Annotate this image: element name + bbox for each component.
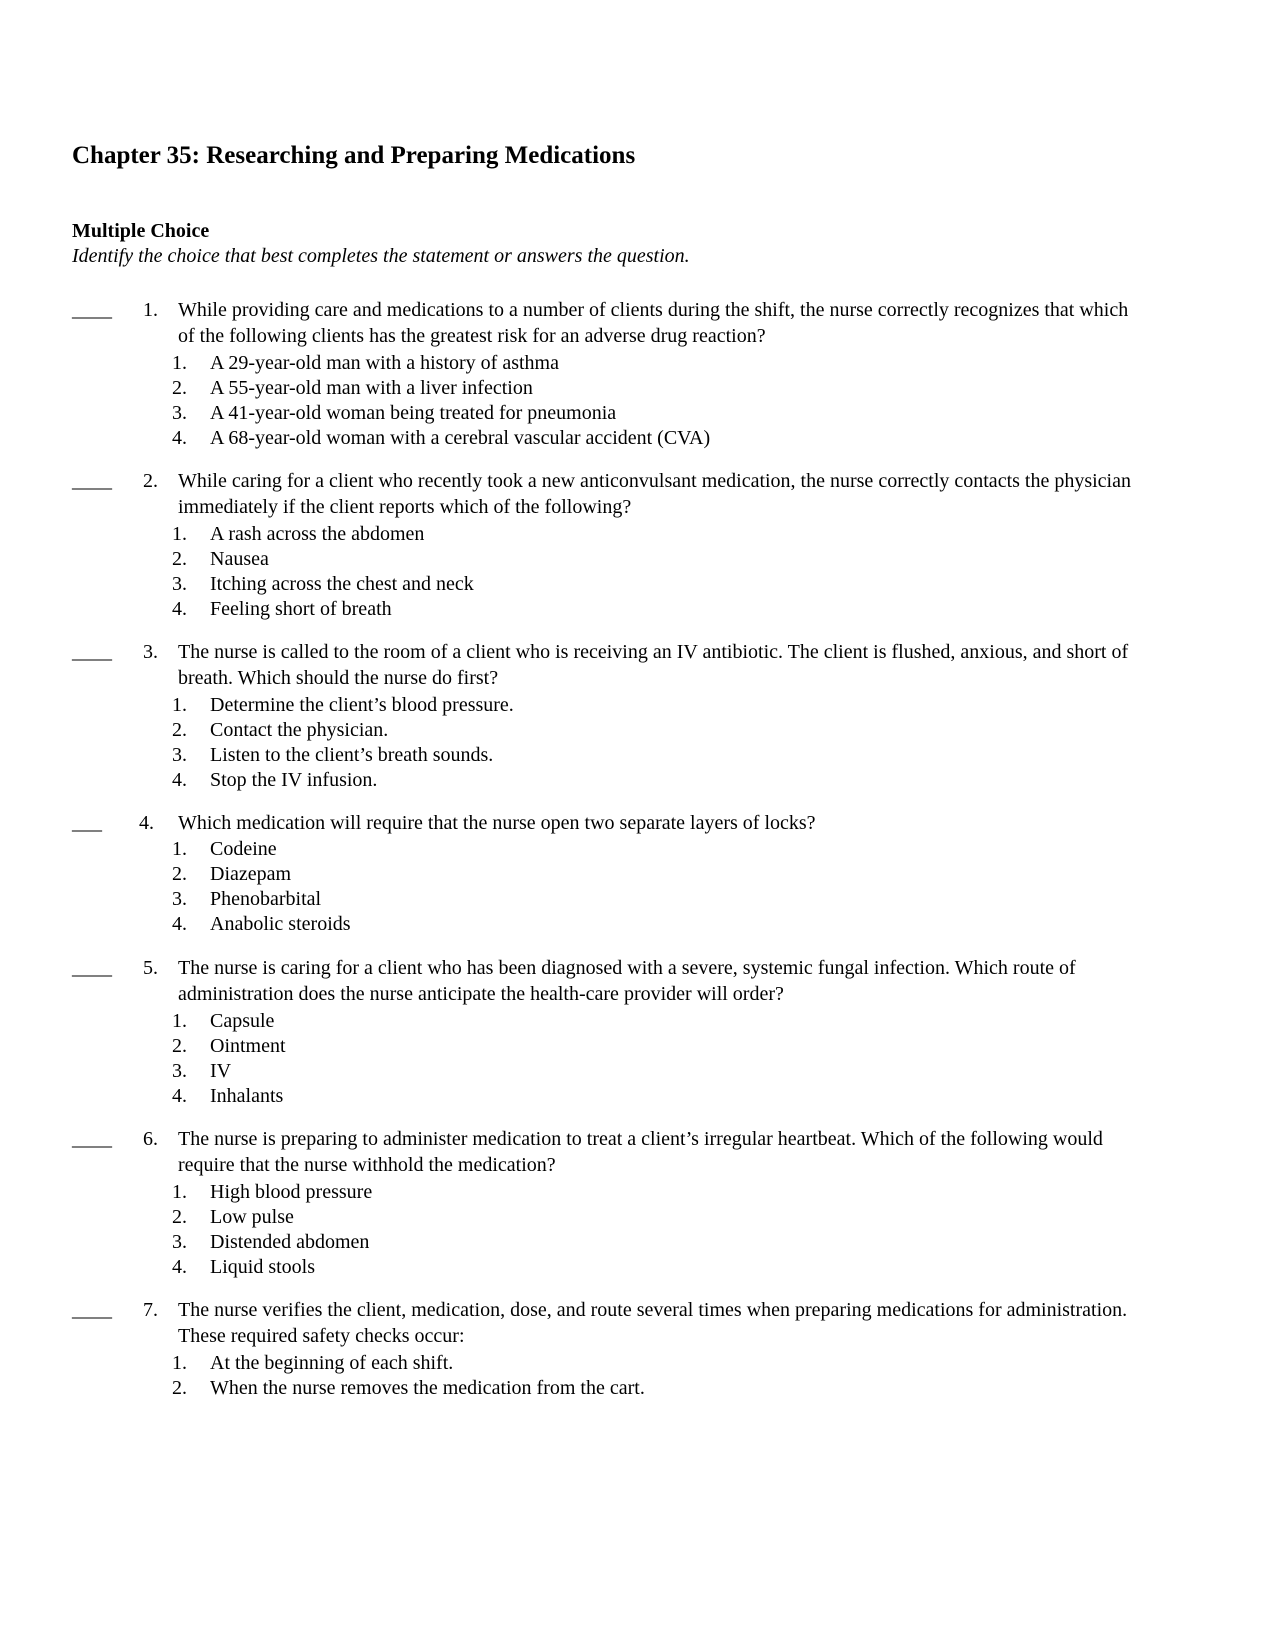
chapter-title: Chapter 35: Researching and Preparing Medications (72, 142, 636, 169)
option-number: 3. (172, 744, 187, 766)
option-text: Low pulse (210, 1206, 294, 1228)
option-text: A 55-year-old man with a liver infection (210, 377, 533, 399)
question-text: While caring for a client who recently took a new anticonvulsant medication, the nurse correctly contacts the physician immediately if the client reports which of the following? (178, 470, 1131, 518)
option-number: 3. (172, 1231, 187, 1253)
option-number: 3. (172, 573, 187, 595)
question-text: Which medication will require that the nurse open two separate layers of locks? (178, 812, 816, 834)
option-number: 2. (172, 1377, 187, 1399)
option-text: IV (210, 1060, 232, 1082)
question-number: 7. (143, 1299, 158, 1321)
option-number: 3. (172, 402, 187, 424)
option-text: Codeine (210, 838, 277, 860)
option-text: A 41-year-old woman being treated for pneumonia (210, 402, 617, 424)
option-number: 2. (172, 719, 187, 741)
option-number: 2. (172, 377, 187, 399)
option-number: 4. (172, 1256, 187, 1278)
option-text: Inhalants (210, 1085, 284, 1107)
option-text: When the nurse removes the medication from the cart. (210, 1377, 645, 1399)
option-number: 1. (172, 694, 187, 716)
option-number: 1. (172, 523, 187, 545)
option-text: Feeling short of breath (210, 598, 392, 620)
question-text: While providing care and medications to a number of clients during the shift, the nurse correctly recognizes that which of the following clients has the greatest risk for an adverse drug reaction? (178, 299, 1129, 347)
question-number: 1. (143, 299, 158, 321)
answer-blank[interactable]: ___ (72, 812, 102, 834)
option-number: 4. (172, 427, 187, 449)
option-text: Liquid stools (210, 1256, 316, 1278)
question-number: 4. (139, 812, 154, 834)
option-number: 1. (172, 1181, 187, 1203)
answer-blank[interactable]: ____ (72, 957, 112, 979)
option-text: A 68-year-old woman with a cerebral vascular accident (CVA) (210, 427, 711, 449)
option-text: Ointment (210, 1035, 286, 1057)
option-number: 1. (172, 1010, 187, 1032)
option-number: 1. (172, 1352, 187, 1374)
option-number: 1. (172, 352, 187, 374)
option-number: 4. (172, 598, 187, 620)
section-instructions: Identify the choice that best completes the statement or answers the question. (72, 245, 690, 267)
option-text: Listen to the client’s breath sounds. (210, 744, 494, 766)
question-text: The nurse is called to the room of a client who is receiving an IV antibiotic. The client is flushed, anxious, and short of breath. Which should the nurse do first? (178, 641, 1129, 689)
question-number: 2. (143, 470, 158, 492)
option-text: Itching across the chest and neck (210, 573, 474, 595)
option-text: A 29-year-old man with a history of asthma (210, 352, 559, 374)
section-heading: Multiple Choice (72, 220, 210, 242)
option-number: 4. (172, 913, 187, 935)
question-number: 5. (143, 957, 158, 979)
option-number: 3. (172, 1060, 187, 1082)
option-number: 3. (172, 888, 187, 910)
option-number: 1. (172, 838, 187, 860)
question-text: The nurse is caring for a client who has been diagnosed with a severe, systemic fungal infection. Which route of administration does the nurse anticipate the health-care provider will order? (178, 957, 1076, 1005)
answer-blank[interactable]: ____ (72, 470, 112, 492)
option-text: Distended abdomen (210, 1231, 370, 1253)
option-number: 4. (172, 1085, 187, 1107)
option-number: 2. (172, 548, 187, 570)
question-text: The nurse verifies the client, medication, dose, and route several times when preparing medications for administration. These required safety checks occur: (178, 1299, 1128, 1347)
answer-blank[interactable]: ____ (72, 641, 112, 663)
option-text: Phenobarbital (210, 888, 322, 910)
option-text: High blood pressure (210, 1181, 373, 1203)
answer-blank[interactable]: ____ (72, 299, 112, 321)
option-number: 4. (172, 769, 187, 791)
option-text: Determine the client’s blood pressure. (210, 694, 514, 716)
answer-blank[interactable]: ____ (72, 1299, 112, 1321)
option-text: Nausea (210, 548, 269, 570)
option-text: Capsule (210, 1010, 275, 1032)
option-text: A rash across the abdomen (210, 523, 425, 545)
question-number: 3. (143, 641, 158, 663)
option-number: 2. (172, 1206, 187, 1228)
option-text: Diazepam (210, 863, 292, 885)
option-text: Anabolic steroids (210, 913, 351, 935)
option-text: Contact the physician. (210, 719, 389, 741)
answer-blank[interactable]: ____ (72, 1128, 112, 1150)
option-number: 2. (172, 863, 187, 885)
option-text: At the beginning of each shift. (210, 1352, 454, 1374)
option-text: Stop the IV infusion. (210, 769, 378, 791)
option-number: 2. (172, 1035, 187, 1057)
question-number: 6. (143, 1128, 158, 1150)
question-text: The nurse is preparing to administer medication to treat a client’s irregular heartbeat. Which of the following would require that the nurse withhold the medication? (178, 1128, 1103, 1176)
